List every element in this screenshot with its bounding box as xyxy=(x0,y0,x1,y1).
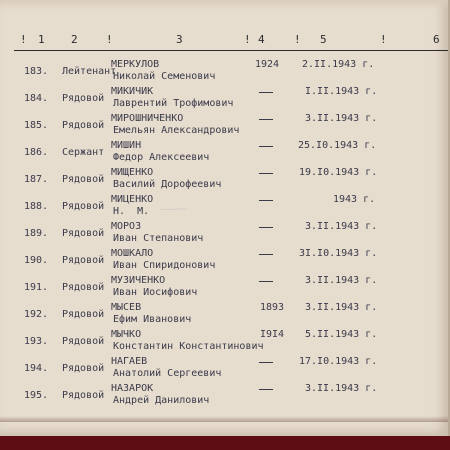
death-date: 3.II.1943 г. xyxy=(305,221,378,232)
surname: МИРОШНИЧЕНКО xyxy=(111,113,184,124)
row-number: 184. xyxy=(24,93,49,104)
rank: Рядовой xyxy=(62,201,105,212)
birth-year-dash xyxy=(259,227,273,228)
death-date: 5.II.1943 г. xyxy=(305,329,378,340)
given-name: Н. М. xyxy=(113,206,150,217)
birth-year-dash xyxy=(259,281,273,282)
birth-year-dash xyxy=(259,389,273,390)
column-separator: ! xyxy=(244,33,251,46)
surname: МЕРКУЛОВ xyxy=(111,59,160,70)
rank: Сержант xyxy=(62,147,105,158)
given-name: Константин Константинович xyxy=(113,341,264,352)
death-date: I.II.1943 г. xyxy=(305,86,378,97)
birth-year-dash xyxy=(259,119,273,120)
column-header-4: 4 xyxy=(258,33,265,46)
header-rule xyxy=(14,50,448,51)
death-date: 3I.I0.1943 г. xyxy=(299,248,378,259)
death-date: 3.II.1943 г. xyxy=(305,383,378,394)
birth-year: I9I4 xyxy=(259,329,285,340)
birth-year-dash xyxy=(259,254,273,255)
rank: Рядовой xyxy=(62,93,105,104)
rank: Рядовой xyxy=(62,228,105,239)
column-separator: ! xyxy=(106,33,113,46)
column-separator: ! xyxy=(20,33,27,46)
birth-year-dash xyxy=(259,92,273,93)
surname: МИЦЕНКО xyxy=(111,194,154,205)
row-number: 191. xyxy=(24,282,49,293)
given-name: Андрей Данилович xyxy=(113,395,210,406)
rank: Рядовой xyxy=(62,174,105,185)
given-name: Лаврентий Трофимович xyxy=(113,98,234,109)
rank: Рядовой xyxy=(62,336,105,347)
given-name: Федор Алексеевич xyxy=(113,152,210,163)
surname: МОРОЗ xyxy=(111,221,142,232)
surname: МИКИЧИК xyxy=(111,86,154,97)
row-number: 195. xyxy=(24,390,49,401)
row-number: 192. xyxy=(24,309,49,320)
birth-year: 1924 xyxy=(254,59,280,70)
rank: Лейтенант xyxy=(62,66,117,77)
surname: МИЩЕНКО xyxy=(111,167,154,178)
row-number: 187. xyxy=(24,174,49,185)
given-name: Василий Дорофеевич xyxy=(113,179,222,190)
column-header-1: 1 xyxy=(38,33,45,46)
death-date: 3.II.1943 г. xyxy=(305,275,378,286)
rank: Рядовой xyxy=(62,120,105,131)
surname: МИШИН xyxy=(111,140,142,151)
column-separator: ! xyxy=(294,33,301,46)
death-date: 3.II.1943 г. xyxy=(305,113,378,124)
death-date: 3.II.1943 г. xyxy=(305,302,378,313)
column-header-6: 6 xyxy=(433,33,440,46)
row-number: 188. xyxy=(24,201,49,212)
birth-year-dash xyxy=(259,173,273,174)
row-number: 186. xyxy=(24,147,49,158)
given-name: Иван Степанович xyxy=(113,233,204,244)
given-name: Анатолий Сергеевич xyxy=(113,368,222,379)
column-separator: ! xyxy=(380,33,387,46)
column-header-2: 2 xyxy=(71,33,78,46)
rank: Рядовой xyxy=(62,390,105,401)
rank: Рядовой xyxy=(62,309,105,320)
birth-year-dash xyxy=(259,362,273,363)
death-date: 19.I0.1943 г. xyxy=(299,167,378,178)
surname: МЫСЕВ xyxy=(111,302,142,313)
birth-year-dash xyxy=(259,200,273,201)
surname: НАГАЕВ xyxy=(111,356,148,367)
surname: МЫЧКО xyxy=(111,329,142,340)
given-name: Николай Семенович xyxy=(113,71,216,82)
death-date: 25.I0.1943 г. xyxy=(298,140,377,151)
rank: Рядовой xyxy=(62,363,105,374)
surname: МОШКАЛО xyxy=(111,248,154,259)
birth-year-dash xyxy=(259,146,273,147)
rank: Рядовой xyxy=(62,255,105,266)
given-name: Ефим Иванович xyxy=(113,314,192,325)
death-date: 17.I0.1943 г. xyxy=(299,356,378,367)
death-date: 2.II.1943 г. xyxy=(302,59,375,70)
column-header-5: 5 xyxy=(320,33,327,46)
row-number: 185. xyxy=(24,120,49,131)
surname: МУЗИЧЕНКО xyxy=(111,275,166,286)
death-date: 1943 г. xyxy=(333,194,376,205)
row-number: 194. xyxy=(24,363,49,374)
given-name: Иван Иосифович xyxy=(113,287,198,298)
page-edge-shadow xyxy=(0,416,448,422)
given-name: Емельян Александрович xyxy=(113,125,240,136)
surname: НАЗАРОК xyxy=(111,383,154,394)
rank: Рядовой xyxy=(62,282,105,293)
row-number: 189. xyxy=(24,228,49,239)
row-number: 183. xyxy=(24,66,49,77)
column-header-3: 3 xyxy=(176,33,183,46)
given-name: Иван Спиридонович xyxy=(113,260,216,271)
row-number: 190. xyxy=(24,255,49,266)
birth-year: 1893 xyxy=(259,302,285,313)
faint-bleed-through: ~~~~~ xyxy=(159,204,188,216)
row-number: 193. xyxy=(24,336,49,347)
